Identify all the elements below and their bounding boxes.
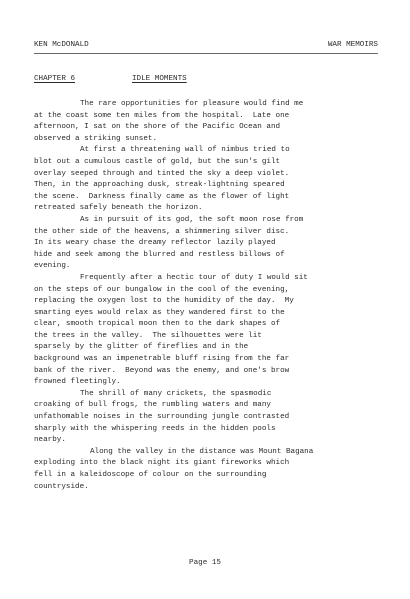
text-line: on the steps of our bungalow in the cool of the evening,: [34, 285, 290, 294]
text-line: evening.: [34, 262, 71, 271]
text-line: clear, smooth tropical moon then to the dark shapes of: [34, 320, 281, 329]
text-line: observed a striking sunset.: [34, 134, 158, 143]
text-line: nearby.: [34, 436, 66, 445]
text-line: at the coast some ten miles from the hospital. Late one: [34, 111, 290, 120]
text-line: unfathomable noises in the surrounding jungle contrasted: [34, 413, 290, 422]
running-header: [34, 40, 378, 51]
text-line: exploding into the black night its giant fireworks which: [34, 459, 290, 468]
text-line: The rare opportunities for pleasure would find me: [80, 100, 304, 108]
chapter-title: IDLE MOMENTS: [132, 75, 187, 83]
text-line: blot out a cumulous castle of gold, but the sun's gilt: [34, 157, 281, 166]
text-line: sparsely by the glitter of fireflies and in the: [34, 343, 249, 352]
text-line: fell in a kaleidoscope of colour on the surrounding: [34, 471, 267, 479]
text-line: croaking of bull frogs, the rumbling waters and many: [34, 401, 271, 410]
text-line: Frequently after a hectic tour of duty I would sit: [80, 273, 308, 282]
text-line: afternoon, I sat on the shore of the Pacific Ocean and: [34, 123, 281, 132]
header-title: WAR MEMOIRS: [327, 41, 378, 49]
text-line: the trees in the valley. The silhouettes were lit: [34, 331, 262, 340]
text-line: smarting eyes would relax as they wandered first to the: [34, 308, 285, 317]
text-line: replacing the oxygen lost to the humidity of the day. My: [34, 297, 294, 306]
chapter-number: [34, 74, 75, 85]
text-line: Along the valley in the distance was Mount Bagana: [90, 447, 314, 456]
page-number: Page 15: [189, 559, 221, 567]
text-line: background was an impenetrable bluff rising from the far: [34, 355, 290, 364]
text-line: the other side of the heavens, a shimmering silver disc.: [34, 227, 290, 236]
text-line: the scene. Darkness finally came as the flower of light: [34, 192, 290, 201]
text-line: sharply with the whispering reeds in the hidden pools: [34, 424, 276, 433]
text-line: bank of the river. Beyond was the enemy, and one's brow: [34, 366, 290, 375]
text-line: countryside.: [34, 482, 89, 491]
text-line: The shrill of many crickets, the spasmodic: [80, 389, 272, 398]
header-rule: [34, 53, 378, 54]
text-line: hide and seek among the blurred and restless billows of: [34, 250, 285, 259]
text-line: As in pursuit of its god, the soft moon rose from: [80, 215, 304, 224]
chapter-number-text: CHAPTER 6: [34, 75, 76, 83]
text-line: At first a threatening wall of nimbus tried to: [80, 146, 290, 155]
header-author: KEN McDONALD: [34, 41, 89, 49]
body-text: [34, 99, 379, 493]
text-line: In its weary chase the dreamy reflector lazily played: [34, 239, 276, 248]
text-line: frowned fleetingly.: [34, 378, 121, 387]
text-line: overlay seeped through and tinted the sky a deep violet.: [34, 169, 290, 178]
text-line: retreated safely beneath the horizon.: [34, 204, 203, 213]
text-line: Then, in the approaching dusk, streak-lightning speared: [34, 181, 285, 190]
